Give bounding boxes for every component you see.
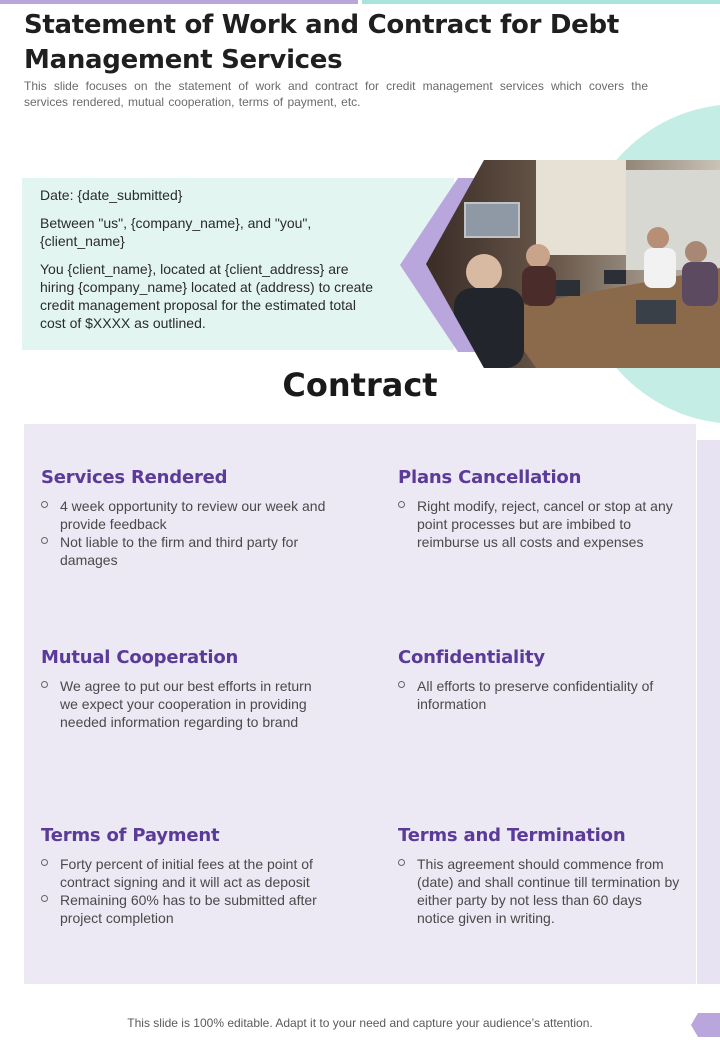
list-item: Not liable to the firm and third party for damages	[41, 533, 331, 569]
bullet-circle-icon	[398, 681, 405, 688]
footer-note: This slide is 100% editable. Adapt it to your need and capture your audience’s attention.	[127, 1016, 593, 1030]
decorative-side-tab	[697, 440, 720, 984]
top-accent-bar-purple	[0, 0, 358, 4]
page-title: Statement of Work and Contract for Debt Management Services	[24, 10, 619, 75]
list-item: 4 week opportunity to review our week and provide feedback	[41, 497, 331, 533]
bullet-circle-icon	[41, 681, 48, 688]
meeting-photo	[426, 160, 720, 368]
list-item: Forty percent of initial fees at the point of contract signing and it will act as deposit	[41, 855, 321, 891]
section-confidentiality	[398, 647, 680, 713]
list-item: This agreement should commence from (date) and shall continue till termination by either party by not less than 60 days notice given in writing.	[398, 855, 682, 927]
bullet-circle-icon	[41, 859, 48, 866]
top-accent-bar-teal	[362, 0, 720, 4]
date-line: Date: {date_submitted}	[40, 187, 183, 203]
section-heading: Mutual Cooperation	[41, 647, 239, 668]
list-item: Remaining 60% has to be submitted after project completion	[41, 891, 321, 927]
section-services-rendered	[41, 467, 331, 569]
decorative-corner-hexagon	[690, 1012, 720, 1038]
section-heading: Terms and Termination	[398, 825, 626, 846]
section-terms-and-termination	[398, 825, 682, 927]
list-item: We agree to put our best efforts in return we expect your cooperation in providing needed information regarding to brand	[41, 677, 331, 731]
section-heading: Plans Cancellation	[398, 467, 582, 488]
page-subtitle: This slide focuses on the statement of work and contract for credit management services which covers the services rendered, mutual cooperation, terms of payment, etc.	[24, 79, 648, 109]
section-heading: Confidentiality	[398, 647, 545, 668]
bullet-circle-icon	[41, 537, 48, 544]
info-text-block	[40, 186, 380, 342]
bullet-circle-icon	[41, 895, 48, 902]
list-item: Right modify, reject, cancel or stop at any point processes but are imbibed to reimburse us all costs and expenses	[398, 497, 680, 551]
parties-line: Between "us", {company_name}, and "you", {client_name}	[40, 215, 312, 249]
bullet-circle-icon	[398, 501, 405, 508]
contract-title: Contract	[282, 366, 438, 404]
section-heading: Services Rendered	[41, 467, 228, 488]
hiring-line: You {client_name}, located at {client_address} are hiring {company_name} located at (address) to create credit management proposal for the estimated total cost of $XXXX as outlined.	[40, 261, 374, 331]
section-heading: Terms of Payment	[41, 825, 220, 846]
section-terms-of-payment	[41, 825, 321, 927]
section-mutual-cooperation	[41, 647, 331, 731]
section-plans-cancellation	[398, 467, 680, 551]
bullet-circle-icon	[398, 859, 405, 866]
bullet-circle-icon	[41, 501, 48, 508]
list-item: All efforts to preserve confidentiality of information	[398, 677, 680, 713]
